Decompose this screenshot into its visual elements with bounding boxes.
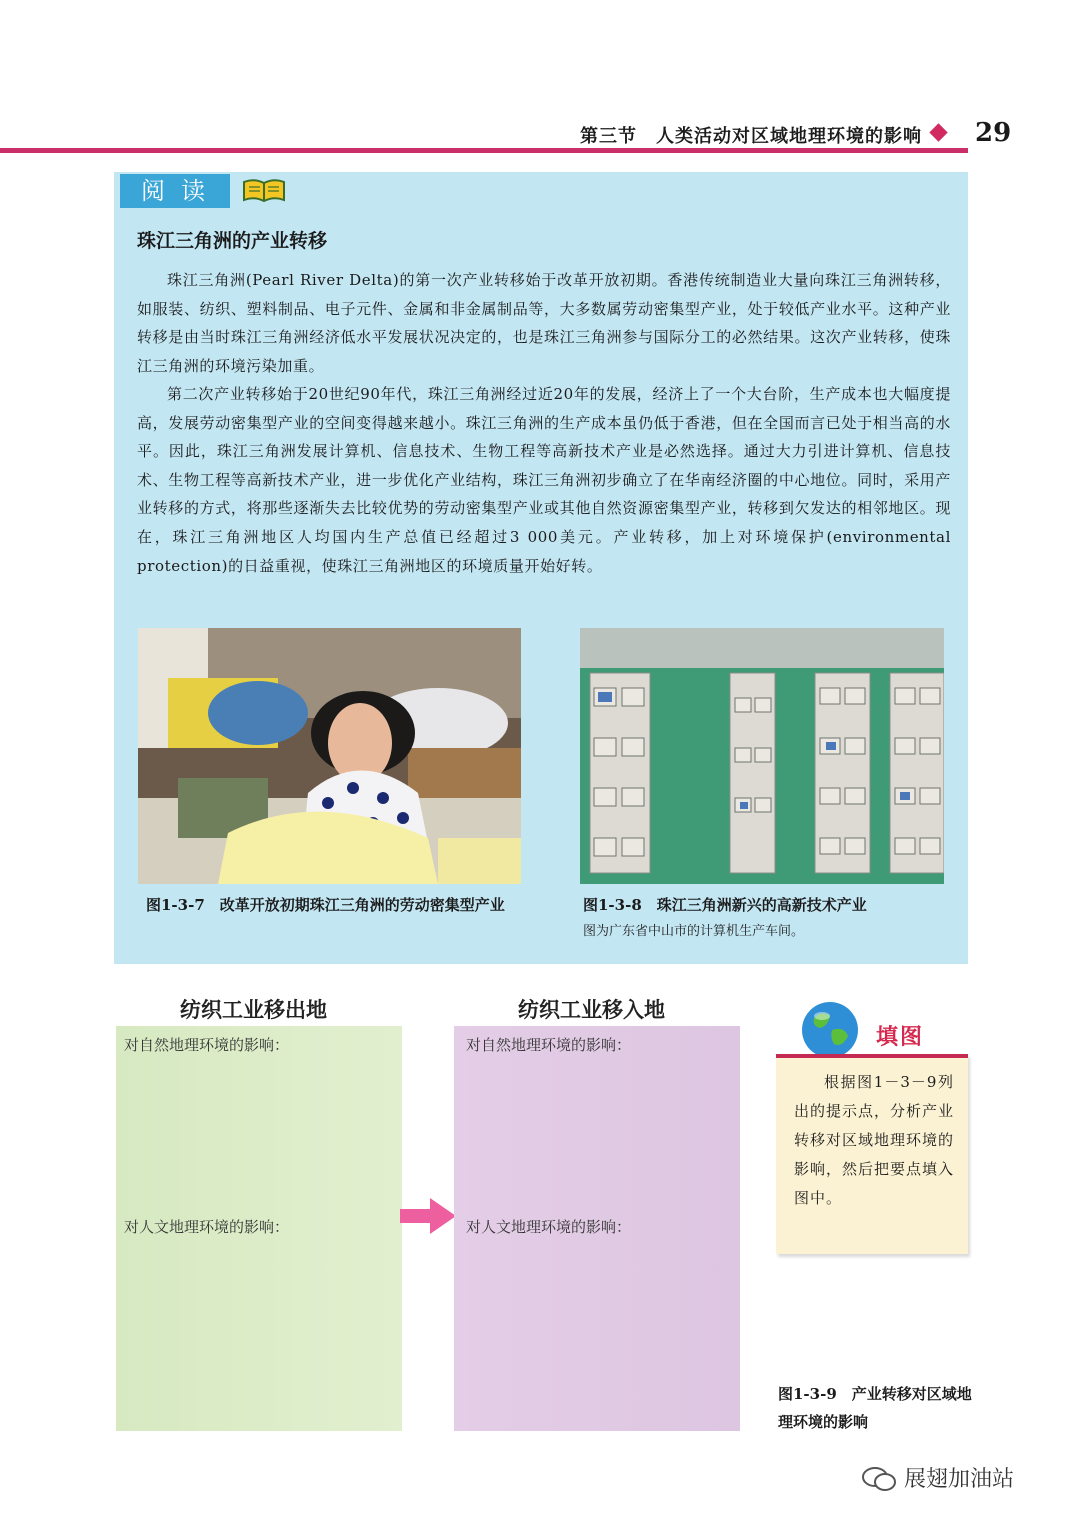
- watermark-text: 展翅加油站: [904, 1467, 1015, 1492]
- computer-workshop-photo: [580, 628, 944, 884]
- figure8-caption: 图1-3-8 珠江三角洲新兴的高新技术产业: [583, 896, 867, 914]
- left-heading: 纺织工业移出地: [180, 998, 327, 1022]
- right-arrow-icon: [400, 1196, 458, 1236]
- header-diamond-icon: [929, 123, 947, 141]
- origin-human-label: 对人文地理环境的影响：: [124, 1218, 290, 1236]
- right-heading: 纺织工业移入地: [518, 998, 665, 1022]
- destination-human-label: 对人文地理环境的影响：: [466, 1218, 632, 1236]
- destination-natural-label: 对自然地理环境的影响：: [466, 1036, 632, 1054]
- origin-natural-label: 对自然地理环境的影响：: [124, 1036, 290, 1054]
- wechat-icon: [862, 1466, 896, 1492]
- figure9-caption: 图1-3-9 产业转移对区域地理环境的影响: [778, 1385, 972, 1431]
- fill-in-title: 填图: [876, 1025, 925, 1050]
- open-book-icon: [242, 178, 286, 204]
- reading-tab: 阅读: [120, 174, 230, 208]
- figure7-caption: 图1-3-7 改革开放初期珠江三角洲的劳动密集型产业: [146, 896, 505, 914]
- reading-paragraph-2: 第二次产业转移始于20世纪90年代，珠江三角洲经过近20年的发展，经济上了一个大台阶，生产成本也大幅度提高，发展劳动密集型产业的空间变得越来越小。珠江三角洲的生产成本虽仍低于香港，但在全国而言已处于相当高的水平。因此，珠江三角洲发展计算机、信息技术、生物工程等高新技术产业是必然选择。通过大力引进计算机、信息技术、生物工程等高新技术产业，进一步优化产业结构，珠江三角洲初步确立了在华南经济圈的中心地位。同时，采用产业转移的方式，将那些逐渐失去比较优势的劳动密集型产业或其他自然资源密集型产业，转移到欠发达的相邻地区。现在，珠江三角洲地区人均国内生产总值已经超过3 000美元。产业转移，加上对环境保护(environmental protection)的日益重视，使珠江三角洲地区的环境质量开始好转。: [137, 385, 951, 575]
- figure8-subcaption: 图为广东省中山市的计算机生产车间。: [583, 924, 805, 939]
- section-header-title: 第三节 人类活动对区域地理环境的影响: [580, 126, 922, 147]
- globe-icon: [800, 1000, 860, 1060]
- reading-paragraph-1: 珠江三角洲(Pearl River Delta)的第一次产业转移始于改革开放初期。香港传统制造业大量向珠江三角洲转移，如服装、纺织、塑料制品、电子元件、金属和非金属制品等，大多数属劳动密集型产业，处于较低产业水平。这种产业转移是由当时珠江三角洲经济低水平发展状况决定的，也是珠江三角洲参与国际分工的必然结果。这次产业转移，使珠江三角洲的环境污染加重。: [137, 271, 951, 375]
- header-rule: [0, 148, 968, 153]
- page-number: 29: [975, 118, 1012, 148]
- textile-worker-photo: [138, 628, 521, 884]
- reading-title: 珠江三角洲的产业转移: [137, 230, 328, 252]
- fill-in-instruction: 根据图1－3－9列出的提示点，分析产业转移对区域地理环境的影响，然后把要点填入图中。: [794, 1073, 955, 1207]
